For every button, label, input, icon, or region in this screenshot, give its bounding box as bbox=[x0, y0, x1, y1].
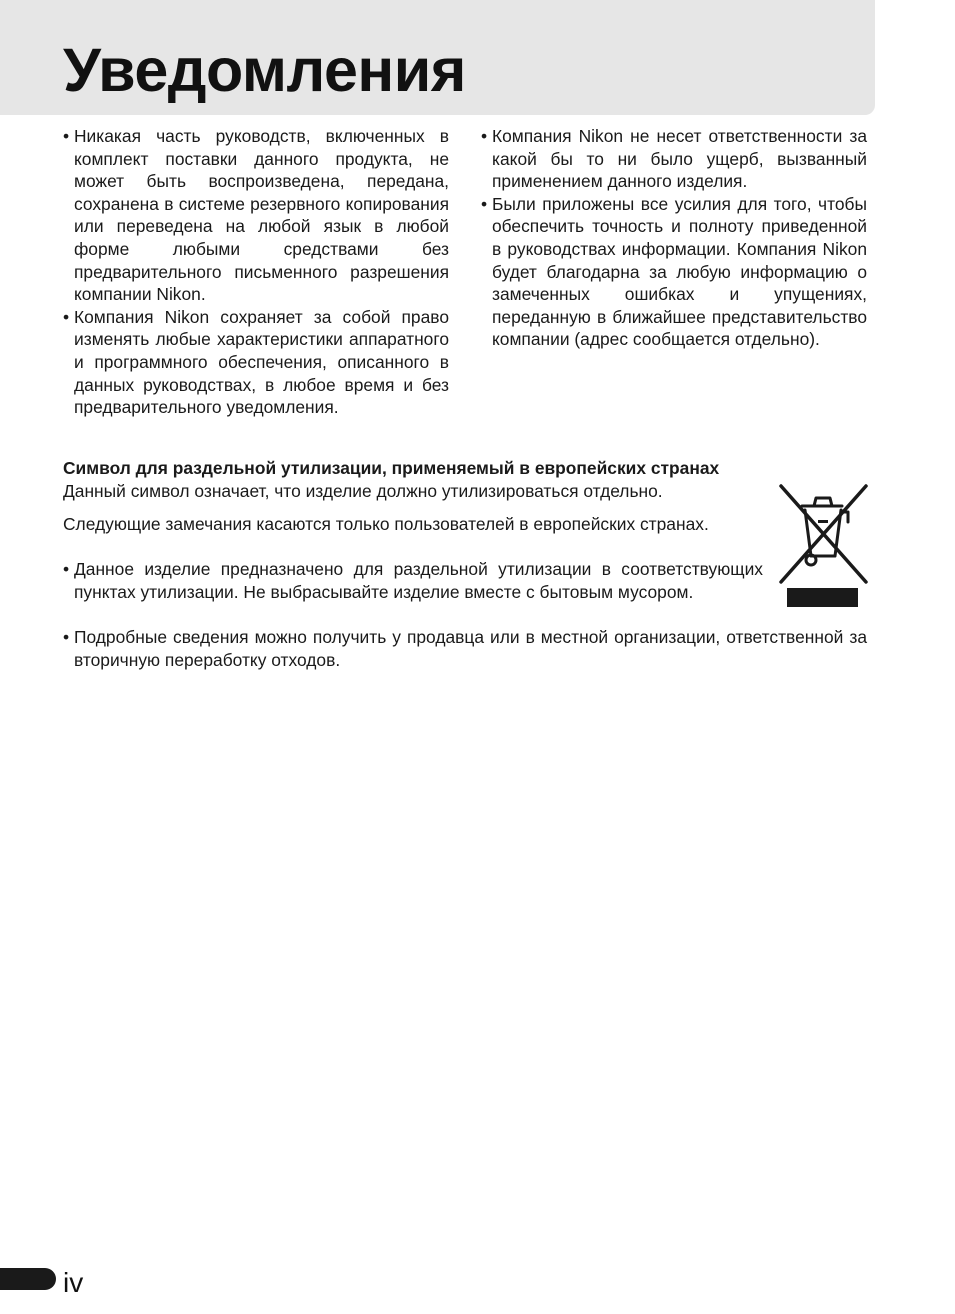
bin-solid-bar bbox=[787, 588, 858, 607]
disposal-list bbox=[63, 558, 763, 603]
page-title: Уведомления bbox=[63, 36, 466, 104]
right-column bbox=[481, 125, 867, 351]
list-item: • Компания Nikon не несет ответственности за какой бы то ни было ущерб, вызванный применением данного изделия. bbox=[481, 125, 867, 193]
disposal-intro: Данный символ означает, что изделие должно утилизироваться отдельно. bbox=[63, 481, 663, 501]
disposal-list bbox=[63, 626, 867, 671]
list-item: • Были приложены все усилия для того, чтобы обеспечить точность и полноту приведенной в руководствах информации. Компания Nikon будет благодарна за любую информацию о замеченных ошибках и упущениях, переданную в ближайшее представительство компании (адрес сообщается отдельно). bbox=[481, 193, 867, 351]
page-number: iv bbox=[63, 1267, 84, 1298]
wheelie-bin-symbol bbox=[778, 482, 870, 586]
list-item: • Никакая часть руководств, включенных в комплект поставки данного продукта, не может быть воспроизведена, передана, сохранена в системе резервного копирования или переведена на любой язык в любой форме любыми средствами без предварительного письменного разрешения компании Nikon. bbox=[63, 125, 449, 306]
crossed-out-wheelie-bin-icon bbox=[778, 482, 870, 610]
section-heading: Символ для раздельной утилизации, применяемый в европейских странах bbox=[63, 458, 720, 478]
list-item: • Данное изделие предназначено для раздельной утилизации в соответствующих пунктах утилизации. Не выбрасывайте изделие вместе с бытовым мусором. bbox=[63, 558, 763, 603]
left-column bbox=[63, 125, 449, 419]
page-tab-marker bbox=[0, 1268, 56, 1290]
list-item: • Компания Nikon сохраняет за собой право изменять любые характеристики аппаратного и программного обеспечения, описанного в данных руководствах, в любое время и без предварительного уведомления. bbox=[63, 306, 449, 419]
disposal-note: Следующие замечания касаются только пользователей в европейских странах. bbox=[63, 514, 709, 534]
list-item: • Подробные сведения можно получить у продавца или в местной организации, ответственной за вторичную переработку отходов. bbox=[63, 626, 867, 671]
